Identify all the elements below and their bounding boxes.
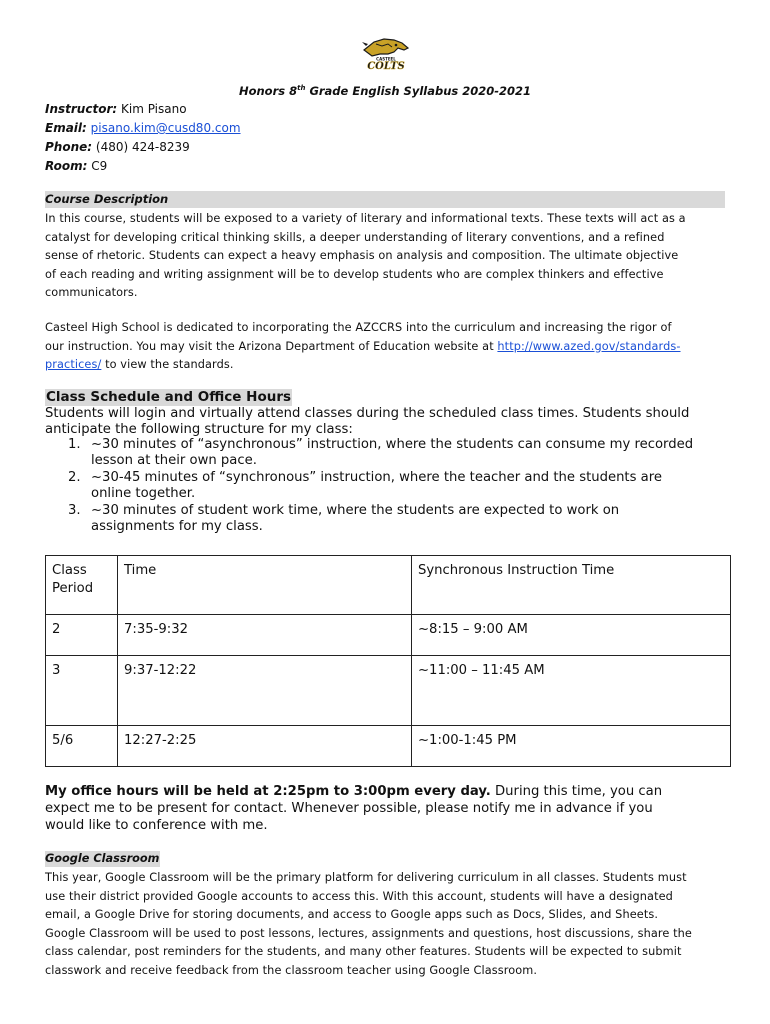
list-item: 3. ~30 minutes of student work time, where the students are expected to work on assignments for my class.	[68, 502, 620, 535]
course-description-heading: Course Description	[45, 191, 725, 208]
cell-sync-time: ~1:00-1:45 PM	[412, 726, 731, 767]
svg-text:CASTEEL: CASTEEL	[376, 56, 396, 62]
svg-text:COLTS: COLTS	[367, 61, 405, 72]
cell-period: 3	[46, 656, 118, 726]
cell-time: 7:35-9:32	[118, 615, 412, 656]
header-class-period: Class Period	[46, 556, 118, 615]
cell-time: 9:37-12:22	[118, 656, 412, 726]
table-row	[46, 726, 731, 767]
school-logo	[358, 36, 414, 72]
schedule-intro: Students will login and virtually attend classes during the scheduled class times. Students should anticipate the following structure for my class:	[45, 406, 690, 438]
list-item: 1. ~30 minutes of “asynchronous” instruction, where the students can consume my recorded lesson at their own pace.	[68, 437, 694, 469]
cell-sync-time: ~8:15 – 9:00 AM	[412, 615, 731, 656]
table-row	[46, 656, 731, 726]
colt-head-icon	[358, 36, 414, 72]
phone-line: Phone: (480) 424-8239	[45, 140, 190, 154]
course-description-paragraph: In this course, students will be exposed to a variety of literary and informational texts. These texts will act as a catalyst for developing critical thinking skills, a deeper understanding of literary conventions, and a refined sense of rhetoric. Students can expect a heavy emphasis on analysis and composition. The ultimate objective of each reading and writing assignment will be to develop students who are complex thinkers and effective communicators.	[45, 212, 686, 300]
instructor-info	[45, 100, 241, 176]
google-classroom-heading: Google Classroom	[45, 852, 160, 865]
cell-period: 2	[46, 615, 118, 656]
email-line: Email: pisano.kim@cusd80.com	[45, 121, 241, 135]
table-row	[46, 615, 731, 656]
email-link[interactable]: pisano.kim@cusd80.com	[90, 121, 241, 135]
cell-period: 5/6	[46, 726, 118, 767]
cell-time: 12:27-2:25	[118, 726, 412, 767]
list-item: 2. ~30-45 minutes of “synchronous” instruction, where the teacher and the students are online together.	[68, 469, 662, 502]
cell-sync-time: ~11:00 – 11:45 AM	[412, 656, 731, 726]
structure-list	[45, 437, 735, 535]
document-title: Honors 8th Grade English Syllabus 2020-2021	[238, 84, 532, 98]
schedule-table	[45, 555, 731, 767]
standards-link-continued[interactable]: practices/	[45, 358, 102, 372]
header-synchronous-time: Synchronous Instruction Time	[412, 556, 731, 615]
table-header-row	[46, 556, 731, 615]
instructor-line: Instructor: Kim Pisano	[45, 102, 187, 116]
schedule-heading: Class Schedule and Office Hours	[46, 389, 292, 405]
header-time: Time	[118, 556, 412, 615]
office-hours-paragraph: My office hours will be held at 2:25pm to 3:00pm every day. During this time, you can expect me to be present for contact. Whenever possible, please notify me in advance if you would like to conference with me.	[45, 784, 663, 833]
standards-paragraph: Casteel High School is dedicated to incorporating the AZCCRS into the curriculum and increasing the rigor of our instruction. You may visit the Arizona Department of Education website at http://www.azed.gov/standards- practices/ to view the standards.	[45, 321, 681, 372]
google-classroom-paragraph: This year, Google Classroom will be the primary platform for delivering curriculum in all classes. Students must use their district provided Google accounts to access this. With this account, students will have a designated email, a Google Drive for storing documents, and access to Google apps such as Docs, Slides, and Sheets. Google Classroom will be used to post lessons, lectures, assignments and questions, host discussions, share the class calendar, post reminders for the students, and many other features. Students will be expected to submit classwork and receive feedback from the classroom teacher using Google Classroom.	[45, 871, 692, 977]
standards-link[interactable]: http://www.azed.gov/standards-	[497, 339, 681, 353]
room-line: Room: C9	[45, 159, 108, 173]
